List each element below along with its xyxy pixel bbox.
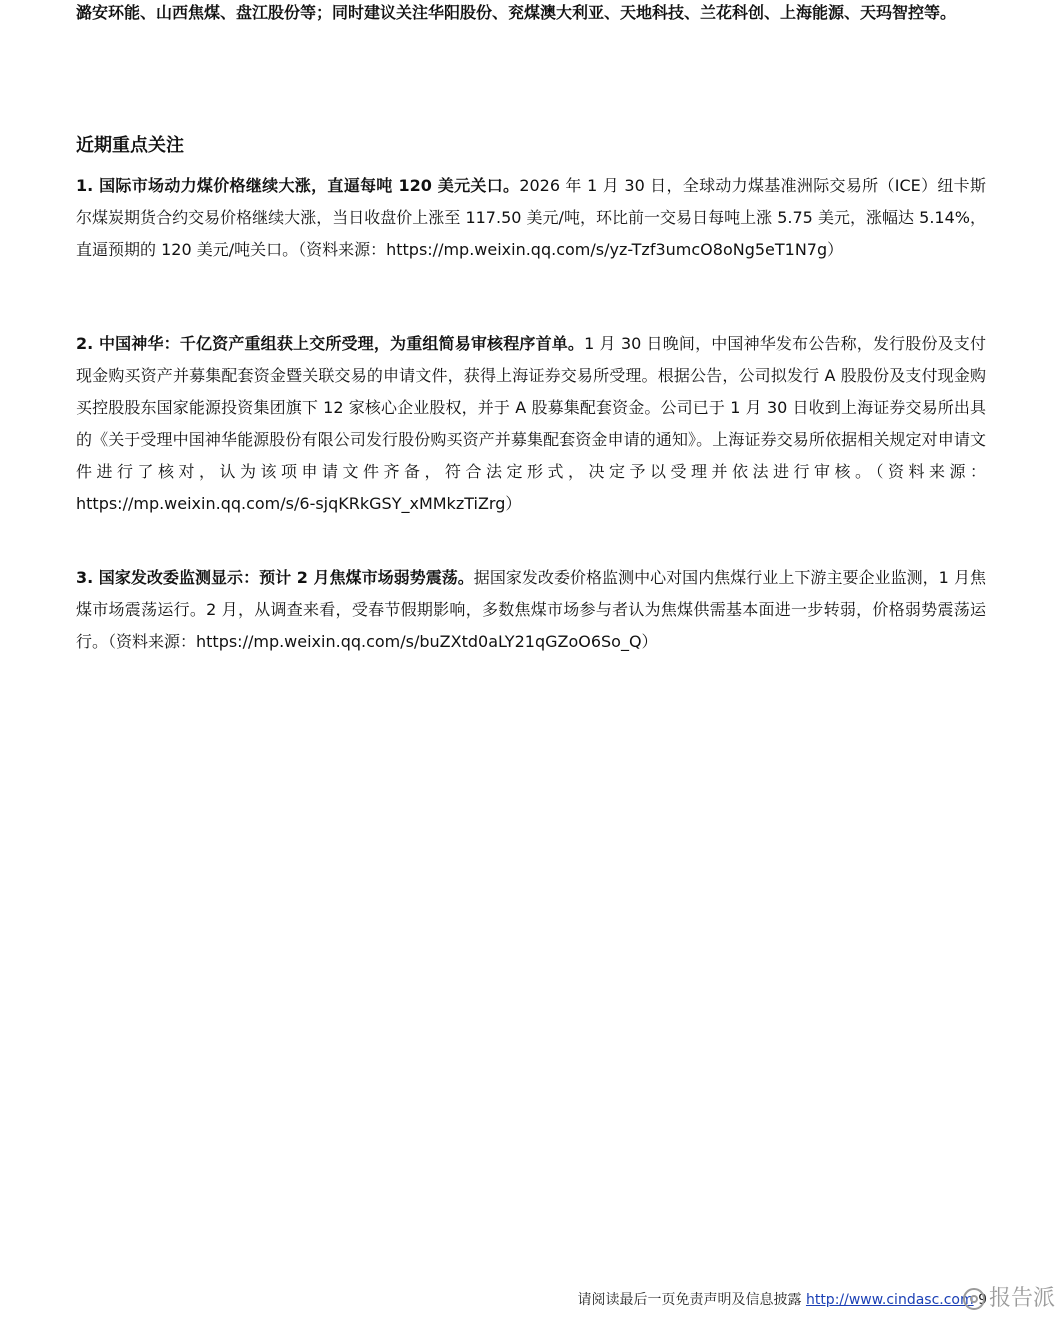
news-item-headline: 3. 国家发改委监测显示：预计 2 月焦煤市场弱势震荡。 [76,568,474,587]
watermark-text: 报告派 [988,1286,1055,1311]
intro-paragraph: 潞安环能、山西焦煤、盘江股份等；同时建议关注华阳股份、兖煤澳大利亚、天地科技、兰花科创、上海能源、天玛智控等。 [76,3,957,22]
news-item-body: 1 月 30 日晚间，中国神华发布公告称，发行股份及支付现金购买资产并募集配套资金暨关联交易的申请文件，获得上海证券交易所受理。根据公告，公司拟发行 A 股股份及支付现金购买控股股东国家能源投资集团旗下 12 家核心企业股权，并于 A 股募集配套资金。公司已于 1 月 30 日收到上海证券交易所出具的《关于受理中国神华能源股份有限公司发行股份购买资产并募集配套资金申请的通知》。上海证券交易所依据相关规定对申请文件进行了核对，认为该项申请文件齐备，符合法定形式，决定予以受理并依法进行审核。（资料来源：https://mp.weixin.qq.com/s/6-sjqKRkGSY_xMMkzTiZrg） [76,334,986,513]
news-item-headline: 2. 中国神华：千亿资产重组获上交所受理，为重组简易审核程序首单。 [76,334,585,353]
news-item [76,328,986,520]
page-footer [578,1290,988,1310]
watermark [963,1284,1055,1314]
report-logo-icon [963,1288,985,1310]
news-item [76,562,986,658]
footer-disclaimer: 请阅读最后一页免责声明及信息披露 [577,1292,802,1308]
footer-website-link[interactable]: http://www.cindasc.com [805,1292,974,1308]
news-item [76,170,986,266]
news-item-body: 2026 年 1 月 30 日，全球动力煤基准洲际交易所（ICE）纽卡斯尔煤炭期货合约交易价格继续大涨，当日收盘价上涨至 117.50 美元/吨，环比前一交易日每吨上涨 5.75 美元，涨幅达 5.14%，直逼预期的 120 美元/吨关口。（资料来源：https://mp.weixin.qq.com/s/yz-Tzf3umcO8oNg5eT1N7g） [76,176,986,259]
page-number: 9 [978,1292,987,1308]
section-heading: 近期重点关注 [76,135,184,156]
news-item-body: 据国家发改委价格监测中心对国内焦煤行业上下游主要企业监测，1 月焦煤市场震荡运行。2 月，从调查来看，受春节假期影响，多数焦煤市场参与者认为焦煤供需基本面进一步转弱，价格弱势震荡运行。（资料来源：https://mp.weixin.qq.com/s/buZXtd0aLY21qGZoO6So_Q） [76,568,986,651]
news-item-headline: 1. 国际市场动力煤价格继续大涨，直逼每吨 120 美元关口。 [76,176,520,195]
